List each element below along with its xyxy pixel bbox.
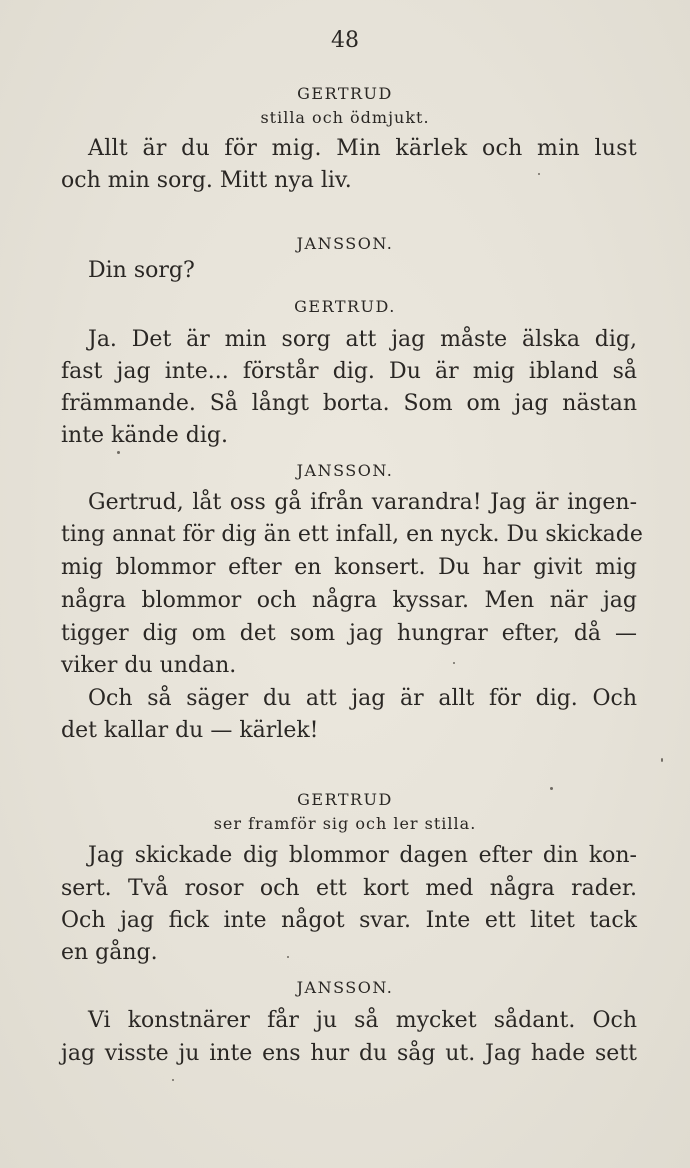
dialogue-line: Allt är du för mig. Min kärlek och min lust	[88, 136, 637, 161]
stage-direction: ser framför sig och ler stilla.	[213, 814, 477, 833]
speaker-name: GERTRUD.	[294, 297, 396, 316]
dialogue-line: sert. Två rosor och ett kort med några rader.	[61, 876, 637, 901]
speaker-name: JANSSON.	[296, 461, 394, 480]
dialogue-line: Din sorg?	[88, 258, 195, 283]
dialogue-line: jag visste ju inte ens hur du såg ut. Jag hade sett	[61, 1041, 637, 1066]
dialogue-line: mig blommor efter en konsert. Du har givit mig	[61, 555, 637, 580]
speaker-name: JANSSON.	[296, 978, 394, 997]
paper-speck	[538, 173, 540, 175]
dialogue-line: Gertrud, låt oss gå ifrån varandra! Jag är ingen-	[88, 490, 637, 515]
dialogue-line: det kallar du — kärlek!	[61, 718, 319, 743]
dialogue-line: Ja. Det är min sorg att jag måste älska dig,	[88, 327, 637, 352]
dialogue-line: Och så säger du att jag är allt för dig. Och	[88, 686, 637, 711]
dialogue-line: främmande. Så långt borta. Som om jag nästan	[61, 391, 637, 416]
dialogue-line: viker du undan.	[61, 653, 237, 678]
paper-speck	[172, 1079, 174, 1081]
page-number: 48	[331, 28, 359, 53]
dialogue-line: ting annat för dig än ett infall, en nyck. Du skickade	[61, 522, 643, 547]
stage-direction: stilla och ödmjukt.	[260, 108, 430, 127]
dialogue-line: Jag skickade dig blommor dagen efter din kon-	[88, 843, 637, 868]
paper-speck	[117, 451, 120, 454]
dialogue-line: inte kände dig.	[61, 423, 228, 448]
paper-speck	[661, 758, 663, 762]
dialogue-line: och min sorg. Mitt nya liv.	[61, 168, 352, 193]
dialogue-line: Vi konstnärer får ju så mycket sådant. Och	[88, 1008, 637, 1033]
dialogue-line: Och jag fick inte något svar. Inte ett litet tack	[61, 908, 637, 933]
paper-speck	[287, 956, 289, 958]
dialogue-line: några blommor och några kyssar. Men när jag	[61, 588, 637, 613]
dialogue-line: tigger dig om det som jag hungrar efter, då —	[61, 621, 637, 646]
paper-speck	[453, 662, 455, 664]
speaker-name: GERTRUD	[297, 84, 393, 103]
paper-speck	[550, 787, 553, 790]
speaker-name: GERTRUD	[297, 790, 393, 809]
speaker-name: JANSSON.	[296, 234, 394, 253]
dialogue-line: fast jag inte... förstår dig. Du är mig ibland så	[61, 359, 637, 384]
dialogue-line: en gång.	[61, 940, 158, 965]
